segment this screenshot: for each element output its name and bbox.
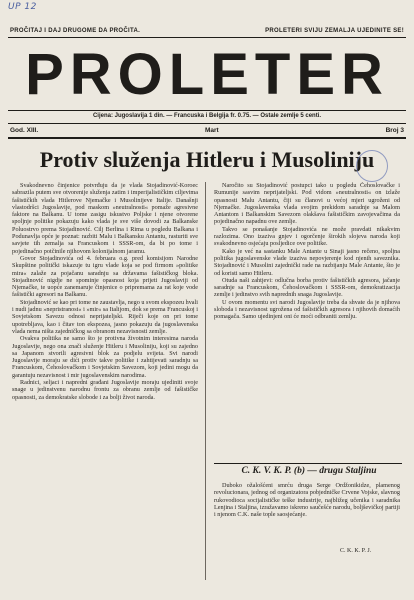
column-divider	[205, 182, 206, 580]
sub-article-signature: C. K. K. P. J.	[340, 548, 372, 554]
issue-rule-bottom	[8, 137, 406, 139]
article-paragraph: Otuda naši zahtjevi: odlučna borba protiv fašističkih agresora, jačanje saradnje sa Francuskom, Čehoslovačkom i SSSR-om, demokratizacija zemlje i jedinstvo svih naprednih snaga Jugoslavije.	[214, 276, 400, 299]
sub-article-rule	[214, 463, 402, 464]
sub-article-title: C. K. V. K. P. (b) — drugu Staljinu	[241, 466, 377, 476]
archive-stamp	[356, 150, 388, 182]
sub-article-body	[214, 482, 400, 552]
article-right-column	[214, 182, 400, 462]
article-paragraph: U ovom momentu svi narodi Jugoslavije treba da shvate da je njihova sloboda i nezavisnost ugrožena od fašističkih agresora i njihovih domaćih pomagača. Samo ujedinjeni oni će moći odbraniti zemlju.	[214, 298, 400, 321]
article-paragraph: Kako je već na sastanku Male Antante u Sinaji jasno rečeno, spoljna politika jugoslavenske vlade izaziva nepovjerenje kod njenih saveznika. Stojadinović i Musolini zajednički rade na razbijanju Male Antante, što je od koristi samo Hitleru.	[214, 247, 400, 277]
article-paragraph: Stojadinović se kao pri tome ne zaustavlja, nego u svom ekspozeu hvali i nudi jadnu »nepristranost« i »mir« sa Italijom, dok se prema Francuskoj i Sovjetskom Savezu odnosi neprijateljski. Riječi koje on pri tome upotrebljava, kao i čitav ton ekspozea, jasno pokazuju da jugoslavenska vlada nema ništa zajedničkog sa obranom nezavisnosti zemlje.	[12, 298, 198, 335]
article-paragraph: Radnici, seljaci i napredni građani Jugoslavije moraju ujediniti svoje snage u jedinstvenu narodnu frontu za obranu zemlje od fašističke opasnosti, za demokratske slobode i za bolji život naroda.	[12, 379, 198, 401]
issue-rule-top	[8, 123, 406, 124]
price-line: Cijena: Jugoslavija 1 din. — Francuska i Belgija fr. 0.75. — Ostale zemlje 5 centi.	[92, 113, 322, 119]
article-paragraph: Takvo se ponašanje Stojadinovića ne može pravdati nikakvim razlozima. Ono izaziva gnjev i ogorčenje širokih slojeva naroda koji svakodnevno osjećaju posljedice ove politike.	[214, 225, 400, 248]
masthead: PROLETER	[25, 42, 389, 107]
sub-article-paragraph: Duboko ožalošćeni smrću druga Serge Ordžonikidze, plamenog revolucionara, jednog od organizatora pobjedničke Crvene Vojske, slavnog rukovodioca socijalističke teške industrije, najbližeg učenika i saradnika Lenjina i Staljina, izražavamo iskreno saučešće narodu, boljševičkoj partiji i njenom C.K. naše tople saosjećanje.	[214, 482, 400, 519]
article-paragraph: Svakodnevno činjenice potvrđuju da je vlada Stojadinović-Koroec sabrazila putem sve otvorenije služenja zatim i imperijalističkim ciljevima fašističkih vlada Hitlerove Njemačke i Musolinijeve Italije. Današnji vlastodršci Jugoslavije, pod maskom »neutralnosti« pomaže agresivne faktore na Balkanu. U tome zasigu iskustvo Poljske i njene otvorene spoljnje politike pokazuju kako vlada je sve više dovodi za Balkanske Poluostrvo prema Stojadinović. Cilj Berlina i Rima u pogledu Balkana i Podunavlja opće je poznat: razbiti Malu i Balkansku Antantu, rasturiti sve savjete tih zemalja sa Francuskom i SSSR-om, da bi po tome i pojedinačno potčinile njihovom kolonijalnom jaramu.	[12, 182, 198, 255]
top-rule	[8, 37, 406, 38]
article-paragraph: Govor Stojadinovića od 4. februara o.g. pred komisijom Narodne Skupštine politički iskazuje tu igru vlade koja se pod firmom »politike mira« zalaže za pojačanu saradnju sa državama fašističkog bloka. Stojadinović nigdje ne spominje opasnost koja prijeti Jugoslaviji od Njemačke, te uopće zanemaruje činjenice o pripremama za rat koje vode fašistički agresori na Balkanu.	[12, 254, 198, 299]
main-headline: Protiv služenja Hitleru i Musoliniju	[39, 147, 375, 172]
masthead-rule	[8, 110, 406, 111]
article-paragraph: Ovakva politika ne samo što je protivna životnim interesima naroda Jugoslavije, nego ona znači služenje Hitleru i Musoliniju, koji su zajedno sa Japanom stvorili agresivni blok za podjelu svijeta. Svi narodi Jugoslavije moraju se dići protiv takve politike i zahtijevati saradnju sa Francuskom, Čehoslovačkom i Sovjetskim Savezom, koji jedini mogu da garantuju nezavisnost i mir jugoslavenskim narodima.	[12, 335, 198, 379]
volume-label: God. XIII.	[10, 127, 39, 134]
article-left-column	[12, 182, 198, 580]
issue-info	[10, 127, 404, 134]
handwritten-archive-note: UP 12	[8, 2, 37, 12]
slogan-left: PROČITAJ I DAJ DRUGOME DA PROČITA.	[10, 28, 141, 34]
month-label: Mart	[205, 127, 219, 134]
issue-number: Broj 3	[385, 127, 404, 134]
slogan-right: PROLETERI SVIJU ZEMALJA UJEDINITE SE!	[265, 28, 404, 34]
slogan-bar	[10, 28, 404, 34]
article-paragraph: Naročito su Stojadinović postupci tako u pogledu Čehoslovačke i Rumunije sasvim neprijateljski. Pod vidom »neutralnosti« on izlaže opasnosti Malu Antantu, čiji su članovi u većoj mjeri ugroženi od Njemačke. Jugoslavenska vlada svojim prekidom saradnje sa Malom Antantom i Balkanskim Savezom olakšava fašističkim zavojevačima da pojedinačno napadnu ove zemlje.	[214, 182, 400, 226]
